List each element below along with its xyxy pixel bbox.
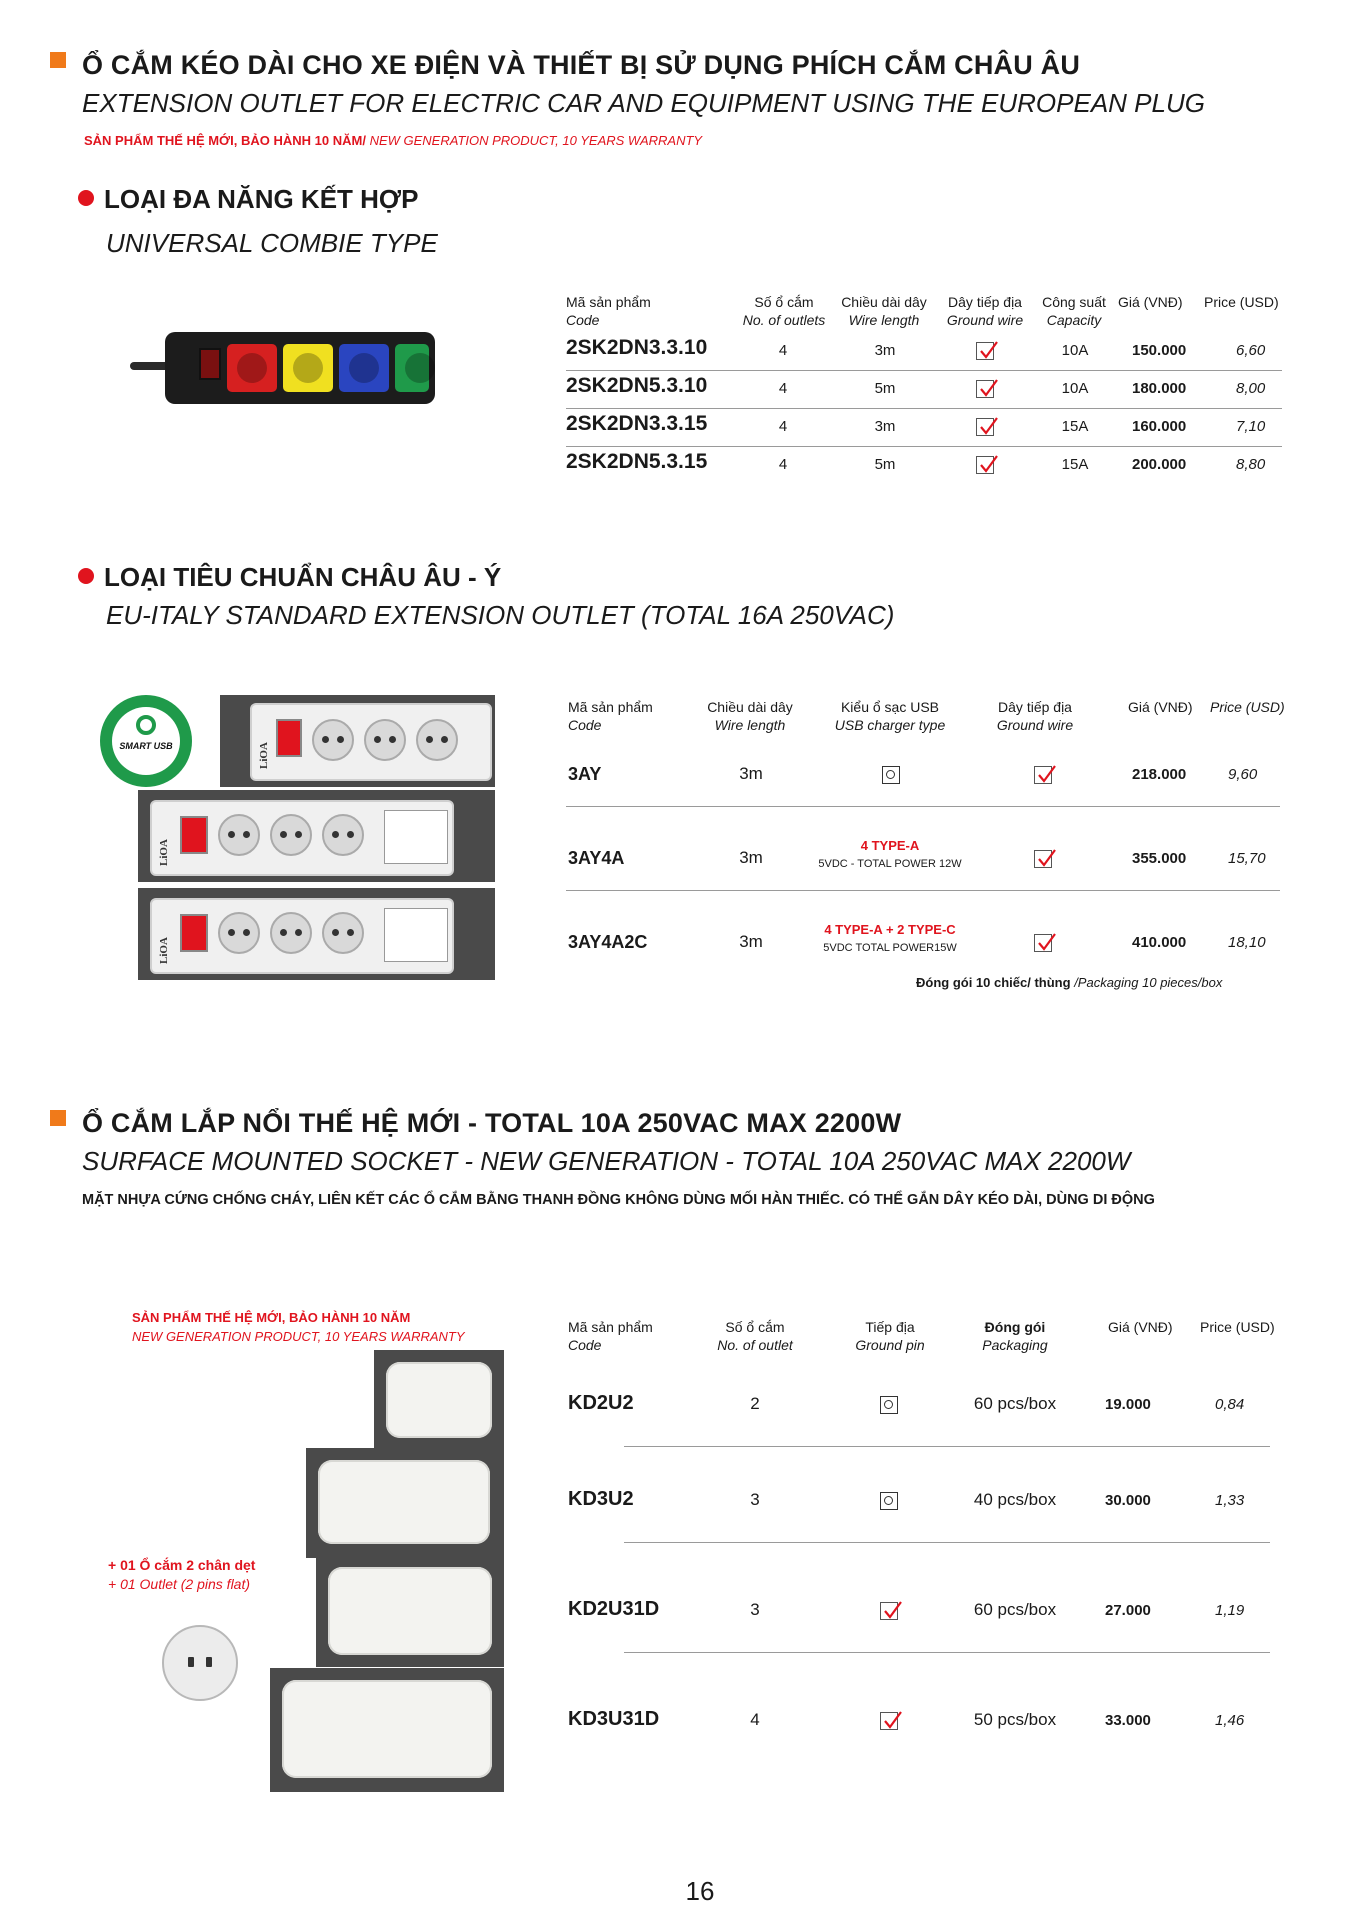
- switch-icon: [199, 348, 221, 380]
- row-vnd: 410.000: [1132, 934, 1187, 951]
- col-pack: Đóng gói Packaging: [982, 1319, 1048, 1353]
- switch-icon: [180, 914, 208, 952]
- usb-port-icon: [384, 908, 448, 962]
- row-pack: 40 pcs/box: [973, 1490, 1057, 1509]
- col-code: Mã sản phẩm Code: [568, 699, 653, 733]
- checkbox-checked-icon: [976, 456, 994, 474]
- surface-title: Ổ CẮM LẮP NỔI THẾ HỆ MỚI - TOTAL 10A 250VAC MAX 2200W: [82, 1108, 902, 1138]
- green-outlet-icon: [395, 344, 429, 392]
- switch-icon: [276, 719, 302, 757]
- product-3ay-image: [220, 695, 495, 787]
- checkbox-checked-icon: [1034, 850, 1052, 868]
- row-vnd: 355.000: [1132, 850, 1187, 867]
- surface-note: MẶT NHỰA CỨNG CHỐNG CHÁY, LIÊN KẾT CÁC Ổ CẮM BẰNG THANH ĐỒNG KHÔNG DÙNG MỐI HÀN THIẾC. CÓ THỂ GẮN DÂY KÉO DÀI, DÙNG DI ĐỘNG: [82, 1192, 1155, 1208]
- row-usb-spec: 5VDC TOTAL POWER15W: [823, 942, 957, 954]
- row-usb-spec: 5VDC - TOTAL POWER 12W: [818, 858, 962, 870]
- euitaly-subtitle: EU-ITALY STANDARD EXTENSION OUTLET (TOTAL 16A 250VAC): [106, 600, 895, 630]
- smart-usb-badge: SMART USB: [100, 695, 192, 787]
- row-wire: 5m: [874, 380, 896, 397]
- lioa-logo: LiOA: [158, 839, 170, 866]
- row-outlets: 4: [778, 342, 788, 359]
- col-ground: Tiếp địa Ground pin: [855, 1319, 925, 1353]
- product-kd2u2-image: [374, 1350, 504, 1450]
- warranty-vi: SẢN PHẨM THẾ HỆ MỚI, BẢO HÀNH 10 NĂM/: [84, 133, 366, 148]
- col-code: Mã sản phẩm Code: [568, 1319, 653, 1353]
- col-usd: Price (USD): [1204, 294, 1279, 310]
- checkbox-checked-icon: [976, 380, 994, 398]
- row-usd: 18,10: [1228, 934, 1266, 951]
- row-code: KD2U31D: [568, 1598, 660, 1620]
- row-wire: 3m: [739, 932, 763, 951]
- row-outlet: 4: [750, 1710, 760, 1729]
- row-divider: [624, 1652, 1270, 1653]
- switch-icon: [180, 816, 208, 854]
- product-3ay4a2c-image: [138, 888, 495, 980]
- col-vnd: Giá (VNĐ): [1108, 1319, 1173, 1335]
- col-code: Mã sản phẩm Code: [566, 294, 651, 328]
- row-usd: 1,33: [1215, 1492, 1245, 1509]
- eu-socket-icon: [270, 912, 312, 954]
- col-ground: Dây tiếp địa Ground wire: [996, 699, 1074, 733]
- row-divider: [624, 1446, 1270, 1447]
- row-wire: 3m: [874, 342, 896, 359]
- eu-socket-icon: [312, 719, 354, 761]
- checkbox-checked-icon: [976, 342, 994, 360]
- product-3ay4a-image: [138, 790, 495, 882]
- row-code: 2SK2DN3.3.10: [566, 336, 708, 359]
- row-vnd: 218.000: [1132, 766, 1187, 783]
- row-code: 2SK2DN5.3.15: [566, 450, 708, 473]
- row-usd: 0,84: [1215, 1396, 1245, 1413]
- eu-socket-icon: [218, 912, 260, 954]
- row-divider: [566, 408, 1282, 409]
- product-kd3u2-image: [306, 1448, 504, 1558]
- power-icon: [136, 715, 156, 735]
- lioa-logo: LiOA: [158, 937, 170, 964]
- row-wire: 3m: [874, 418, 896, 435]
- cable: [130, 362, 170, 370]
- eu-socket-icon: [322, 814, 364, 856]
- checkbox-checked-icon: [1034, 934, 1052, 952]
- combie-product-image: [130, 332, 435, 404]
- red-outlet-icon: [227, 344, 277, 392]
- row-capacity: 15A: [1061, 456, 1089, 473]
- page-number: 16: [685, 1876, 715, 1906]
- row-usd: 1,46: [1215, 1712, 1245, 1729]
- row-code: 2SK2DN3.3.15: [566, 412, 708, 435]
- col-outlets: Số ổ cắm No. of outlets: [742, 294, 826, 328]
- row-code: 3AY4A2C: [568, 932, 648, 952]
- eu-socket-icon: [218, 814, 260, 856]
- row-outlets: 4: [778, 380, 788, 397]
- power-strip: [165, 332, 435, 404]
- checkbox-checked-icon: [1034, 766, 1052, 784]
- col-usb: Kiểu ổ sạc USB USB charger type: [834, 699, 946, 733]
- row-divider: [566, 890, 1280, 891]
- row-capacity: 15A: [1061, 418, 1089, 435]
- euitaly-title: LOẠI TIÊU CHUẨN CHÂU ÂU - Ý: [104, 562, 502, 592]
- checkbox-checked-icon: [976, 418, 994, 436]
- yellow-outlet-icon: [283, 344, 333, 392]
- flat-pin-outlet-zoom: [162, 1625, 238, 1701]
- row-usd: 9,60: [1228, 766, 1258, 783]
- row-code: KD3U31D: [568, 1708, 660, 1730]
- eu-socket-icon: [364, 719, 406, 761]
- row-pack: 60 pcs/box: [973, 1394, 1057, 1413]
- eu-socket-icon: [322, 912, 364, 954]
- row-outlets: 4: [778, 456, 788, 473]
- col-usd: Price (USD): [1200, 1319, 1275, 1335]
- col-wire: Chiều dài dây Wire length: [707, 699, 793, 733]
- row-usb-type: 4 TYPE-A: [860, 838, 920, 853]
- row-pack: 50 pcs/box: [973, 1710, 1057, 1729]
- row-vnd: 200.000: [1132, 456, 1187, 473]
- row-vnd: 150.000: [1132, 342, 1187, 359]
- row-pack: 60 pcs/box: [973, 1600, 1057, 1619]
- extra-outlet-en: + 01 Outlet (2 pins flat): [108, 1576, 251, 1592]
- row-wire: 3m: [739, 848, 763, 867]
- row-code: 3AY: [568, 764, 602, 784]
- row-wire: 5m: [874, 456, 896, 473]
- row-usd: 1,19: [1215, 1602, 1245, 1619]
- combie-title: LOẠI ĐA NĂNG KẾT HỢP: [104, 184, 419, 214]
- col-outlet: Số ổ cắm No. of outlet: [717, 1319, 793, 1353]
- packaging-note: Đóng gói 10 chiếc/ thùng /Packaging 10 pieces/box: [916, 975, 1223, 990]
- bullet-dot: [78, 568, 94, 584]
- row-capacity: 10A: [1061, 380, 1089, 397]
- row-code: 2SK2DN5.3.10: [566, 374, 708, 397]
- row-usd: 8,80: [1236, 456, 1266, 473]
- row-divider: [566, 806, 1280, 807]
- row-outlet: 2: [750, 1394, 760, 1413]
- combie-subtitle: UNIVERSAL COMBIE TYPE: [106, 228, 438, 258]
- product-kd3u31d-image: [270, 1668, 504, 1792]
- col-usd: Price (USD): [1210, 699, 1285, 715]
- row-vnd: 180.000: [1132, 380, 1187, 397]
- checkbox-checked-icon: [880, 1602, 898, 1620]
- row-code: KD3U2: [568, 1488, 634, 1510]
- col-ground: Dây tiếp địa Ground wire: [946, 294, 1024, 328]
- eu-socket-icon: [416, 719, 458, 761]
- col-vnd: Giá (VNĐ): [1128, 699, 1193, 715]
- section1-title: Ổ CẮM KÉO DÀI CHO XE ĐIỆN VÀ THIẾT BỊ SỬ DỤNG PHÍCH CẮM CHÂU ÂU: [82, 50, 1081, 80]
- row-usd: 8,00: [1236, 380, 1266, 397]
- eu-socket-icon: [270, 814, 312, 856]
- surface-subtitle: SURFACE MOUNTED SOCKET - NEW GENERATION - TOTAL 10A 250VAC MAX 2200W: [82, 1146, 1131, 1176]
- surface-warranty-vi: SẢN PHẨM THẾ HỆ MỚI, BẢO HÀNH 10 NĂM: [132, 1310, 411, 1325]
- circle-option-icon: [880, 1492, 898, 1510]
- bullet-dot: [78, 190, 94, 206]
- usb-port-icon: [384, 810, 448, 864]
- section1-subtitle: EXTENSION OUTLET FOR ELECTRIC CAR AND EQUIPMENT USING THE EUROPEAN PLUG: [82, 88, 1205, 118]
- product-kd2u31d-image: [316, 1555, 504, 1667]
- section-marker: [50, 1110, 66, 1126]
- col-vnd: Giá (VNĐ): [1118, 294, 1183, 310]
- row-outlet: 3: [750, 1490, 760, 1509]
- row-code: 3AY4A: [568, 848, 625, 868]
- col-wire: Chiều dài dây Wire length: [841, 294, 927, 328]
- row-divider: [566, 370, 1282, 371]
- row-vnd: 160.000: [1132, 418, 1187, 435]
- row-divider: [566, 446, 1282, 447]
- row-outlets: 4: [778, 418, 788, 435]
- row-divider: [624, 1542, 1270, 1543]
- row-wire: 3m: [739, 764, 763, 783]
- circle-option-icon: [882, 766, 900, 784]
- row-usd: 15,70: [1228, 850, 1266, 867]
- section-marker: [50, 52, 66, 68]
- row-outlet: 3: [750, 1600, 760, 1619]
- checkbox-checked-icon: [880, 1712, 898, 1730]
- row-vnd: 30.000: [1105, 1492, 1151, 1509]
- section1-warranty: [84, 133, 702, 148]
- row-vnd: 33.000: [1105, 1712, 1151, 1729]
- col-capacity: Công suất Capacity: [1042, 294, 1106, 328]
- blue-outlet-icon: [339, 344, 389, 392]
- surface-warranty-en: NEW GENERATION PRODUCT, 10 YEARS WARRANTY: [132, 1329, 465, 1344]
- circle-option-icon: [880, 1396, 898, 1414]
- row-vnd: 19.000: [1105, 1396, 1151, 1413]
- extra-outlet-vi: + 01 Ổ cắm 2 chân dẹt: [108, 1557, 256, 1573]
- row-usd: 6,60: [1236, 342, 1266, 359]
- lioa-logo: LiOA: [258, 742, 270, 769]
- row-capacity: 10A: [1061, 342, 1089, 359]
- row-usd: 7,10: [1236, 418, 1266, 435]
- row-vnd: 27.000: [1105, 1602, 1151, 1619]
- warranty-en: NEW GENERATION PRODUCT, 10 YEARS WARRANTY: [369, 133, 703, 148]
- row-usb-type: 4 TYPE-A + 2 TYPE-C: [824, 922, 956, 937]
- row-code: KD2U2: [568, 1392, 634, 1414]
